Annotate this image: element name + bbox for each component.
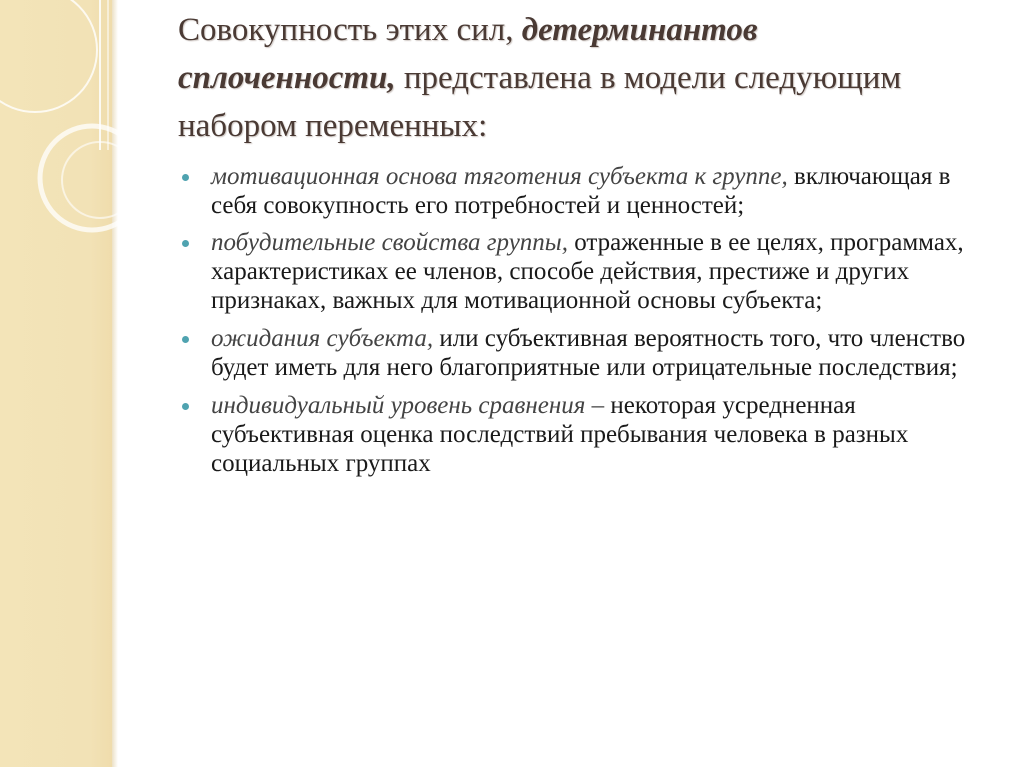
bullet-item-comparison-level [182, 391, 992, 478]
title-text-part-3: представлена в модели следующим набором переменных: [178, 60, 902, 144]
bullet-dot-icon [182, 336, 189, 343]
side-decorative-band [0, 0, 112, 767]
slide-title [178, 6, 978, 150]
bullet-item-expectations [182, 324, 992, 382]
bullet-item-group-properties [182, 228, 992, 315]
title-emphasis: детерминантов сплоченности, [178, 12, 758, 96]
bullet-text: отраженные в ее целях, программах, характеристиках ее членов, способе действия, престиже и других признаках, важных для мотивационной основы субъекта; [211, 229, 964, 314]
bullet-list [182, 162, 992, 486]
bullet-text: или субъективная вероятность того, что членство будет иметь для него благоприятные или отрицательные последствия; [211, 325, 966, 381]
bullet-term: индивидуальный уровень сравнения – [211, 392, 605, 419]
bullet-term: мотивационная основа тяготения субъекта к группе, [211, 163, 788, 190]
bullet-dot-icon [182, 174, 189, 181]
bullet-dot-icon [182, 240, 189, 247]
bullet-text: некоторая усредненная субъективная оценка последствий пребывания человека в разных социальных группах [211, 392, 909, 477]
bullet-term: побудительные свойства группы, [211, 229, 568, 256]
side-band-shadow [112, 0, 118, 767]
bullet-term: ожидания субъекта, [211, 325, 434, 352]
bullet-dot-icon [182, 403, 189, 410]
title-text-part-1: Совокупность этих сил, [178, 12, 522, 48]
bullet-text: включающая в себя совокупность его потребностей и ценностей; [211, 163, 951, 219]
bullet-item-motivation [182, 162, 992, 220]
